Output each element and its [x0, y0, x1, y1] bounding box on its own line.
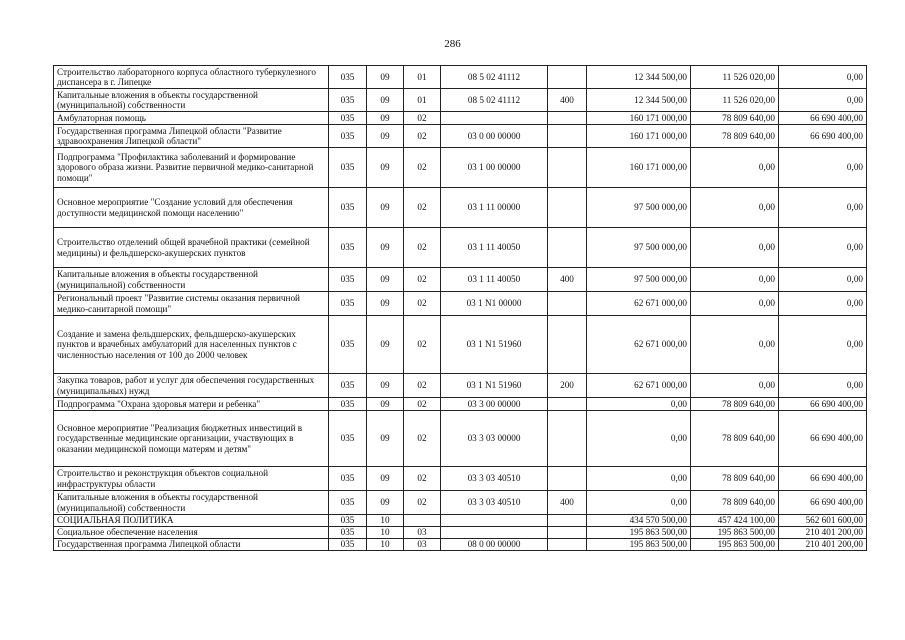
row-expense-type: [548, 148, 587, 188]
row-section: 09: [367, 491, 404, 515]
row-dept: 035: [329, 112, 367, 125]
row-name: Капитальные вложения в объекты государственной (муниципальной) собственности: [54, 268, 329, 292]
row-section: 09: [367, 112, 404, 125]
row-sum-2: 78 809 640,00: [691, 467, 779, 491]
row-name: Закупка товаров, работ и услуг для обеспечения государственных (муниципальных) нужд: [54, 374, 329, 398]
row-subsection: 02: [404, 268, 441, 292]
row-subsection: 02: [404, 228, 441, 268]
row-sum-3: 0,00: [779, 374, 867, 398]
row-subsection: 01: [404, 66, 441, 89]
row-expense-type: [548, 398, 587, 411]
row-section: 09: [367, 66, 404, 89]
row-target: 03 3 00 00000: [441, 398, 548, 411]
row-dept: 035: [329, 316, 367, 374]
row-expense-type: [548, 188, 587, 228]
row-section: 09: [367, 316, 404, 374]
row-sum-3: 0,00: [779, 292, 867, 316]
row-expense-type: [548, 316, 587, 374]
row-sum-2: 195 863 500,00: [691, 539, 779, 551]
row-subsection: 03: [404, 527, 441, 539]
table-row: [54, 112, 867, 125]
row-sum-3: 0,00: [779, 188, 867, 228]
row-dept: 035: [329, 491, 367, 515]
row-dept: 035: [329, 188, 367, 228]
row-name: СОЦИАЛЬНАЯ ПОЛИТИКА: [54, 515, 329, 527]
row-dept: 035: [329, 527, 367, 539]
row-sum-1: 160 171 000,00: [587, 125, 691, 148]
row-expense-type: [548, 527, 587, 539]
row-sum-3: 66 690 400,00: [779, 398, 867, 411]
row-expense-type: [548, 515, 587, 527]
row-sum-2: 78 809 640,00: [691, 112, 779, 125]
row-sum-1: 62 671 000,00: [587, 316, 691, 374]
row-subsection: 02: [404, 125, 441, 148]
table-row: [54, 491, 867, 515]
row-sum-1: 195 863 500,00: [587, 527, 691, 539]
row-sum-2: 457 424 100,00: [691, 515, 779, 527]
row-section: 09: [367, 467, 404, 491]
row-name: Подпрограмма "Профилактика заболеваний и формирование здорового образа жизни. Развитие первичной медико-санитарной помощи": [54, 148, 329, 188]
row-sum-1: 97 500 000,00: [587, 268, 691, 292]
row-section: 09: [367, 125, 404, 148]
row-sum-2: 11 526 020,00: [691, 66, 779, 89]
row-target: 03 1 11 40050: [441, 228, 548, 268]
row-name: Подпрограмма "Охрана здоровья матери и ребенка": [54, 398, 329, 411]
row-sum-1: 62 671 000,00: [587, 292, 691, 316]
row-subsection: 02: [404, 316, 441, 374]
row-subsection: 02: [404, 398, 441, 411]
row-section: 10: [367, 539, 404, 551]
row-sum-3: 66 690 400,00: [779, 491, 867, 515]
budget-table: [53, 65, 867, 551]
row-target: 03 1 11 40050: [441, 268, 548, 292]
row-target: 03 3 03 00000: [441, 411, 548, 467]
row-sum-3: 66 690 400,00: [779, 112, 867, 125]
table-row: [54, 188, 867, 228]
row-expense-type: [548, 411, 587, 467]
row-sum-1: 0,00: [587, 491, 691, 515]
row-subsection: 02: [404, 374, 441, 398]
row-dept: 035: [329, 539, 367, 551]
row-subsection: 02: [404, 148, 441, 188]
row-dept: 035: [329, 125, 367, 148]
row-sum-3: 66 690 400,00: [779, 467, 867, 491]
row-sum-2: 78 809 640,00: [691, 125, 779, 148]
row-name: Основное мероприятие "Реализация бюджетных инвестиций в государственные медицинские организации, участвующих в оказании медицинской помощи матерям и детям": [54, 411, 329, 467]
row-sum-1: 0,00: [587, 398, 691, 411]
row-target: 08 5 02 41112: [441, 66, 548, 89]
row-sum-1: 62 671 000,00: [587, 374, 691, 398]
row-dept: 035: [329, 374, 367, 398]
row-sum-3: 0,00: [779, 89, 867, 112]
row-sum-3: 0,00: [779, 66, 867, 89]
row-subsection: 01: [404, 89, 441, 112]
row-subsection: [404, 515, 441, 527]
row-sum-1: 97 500 000,00: [587, 188, 691, 228]
row-sum-2: 195 863 500,00: [691, 527, 779, 539]
row-expense-type: [548, 467, 587, 491]
row-dept: 035: [329, 148, 367, 188]
row-dept: 035: [329, 398, 367, 411]
row-expense-type: [548, 66, 587, 89]
row-name: Создание и замена фельдшерских, фельдшерско-акушерских пунктов и врачебных амбулаторий для населенных пунктов с численностью населения от 100 до 2000 человек: [54, 316, 329, 374]
row-sum-3: 0,00: [779, 228, 867, 268]
row-dept: 035: [329, 292, 367, 316]
row-subsection: 02: [404, 467, 441, 491]
table-row: [54, 398, 867, 411]
row-sum-1: 195 863 500,00: [587, 539, 691, 551]
row-target: 08 5 02 41112: [441, 89, 548, 112]
row-sum-2: 11 526 020,00: [691, 89, 779, 112]
row-name: Государственная программа Липецкой области "Развитие здравоохранения Липецкой области": [54, 125, 329, 148]
row-subsection: 02: [404, 112, 441, 125]
row-expense-type: [548, 125, 587, 148]
row-expense-type: 400: [548, 268, 587, 292]
table-row: [54, 374, 867, 398]
row-dept: 035: [329, 268, 367, 292]
row-sum-1: 160 171 000,00: [587, 112, 691, 125]
table-row: [54, 89, 867, 112]
row-target: 03 3 03 40510: [441, 467, 548, 491]
row-section: 10: [367, 527, 404, 539]
table-row: [54, 527, 867, 539]
row-name: Строительство лабораторного корпуса областного туберкулезного диспансера в г. Липецке: [54, 66, 329, 89]
row-section: 09: [367, 398, 404, 411]
table-row: [54, 411, 867, 467]
row-name: Основное мероприятие "Создание условий для обеспечения доступности медицинской помощи населению": [54, 188, 329, 228]
row-sum-3: 66 690 400,00: [779, 125, 867, 148]
row-sum-3: 210 401 200,00: [779, 527, 867, 539]
row-subsection: 03: [404, 539, 441, 551]
row-name: Региональный проект "Развитие системы оказания первичной медико-санитарной помощи": [54, 292, 329, 316]
row-name: Капитальные вложения в объекты государственной (муниципальной) собственности: [54, 89, 329, 112]
row-expense-type: 200: [548, 374, 587, 398]
row-sum-2: 0,00: [691, 316, 779, 374]
row-section: 09: [367, 89, 404, 112]
row-sum-2: 0,00: [691, 188, 779, 228]
table-row: [54, 228, 867, 268]
table-row: [54, 539, 867, 551]
row-expense-type: [548, 292, 587, 316]
row-sum-3: 0,00: [779, 316, 867, 374]
row-sum-2: 78 809 640,00: [691, 491, 779, 515]
row-name: Амбулаторная помощь: [54, 112, 329, 125]
row-target: 03 0 00 00000: [441, 125, 548, 148]
row-sum-2: 0,00: [691, 374, 779, 398]
row-section: 09: [367, 148, 404, 188]
row-dept: 035: [329, 89, 367, 112]
row-target: [441, 527, 548, 539]
row-dept: 035: [329, 411, 367, 467]
row-sum-3: 0,00: [779, 148, 867, 188]
table-row: [54, 148, 867, 188]
row-target: [441, 112, 548, 125]
row-name: Строительство и реконструкция объектов социальной инфраструктуры области: [54, 467, 329, 491]
row-sum-1: 160 171 000,00: [587, 148, 691, 188]
row-target: 03 1 N1 51960: [441, 374, 548, 398]
row-expense-type: [548, 112, 587, 125]
table-row: [54, 515, 867, 527]
row-sum-2: 0,00: [691, 268, 779, 292]
row-subsection: 02: [404, 411, 441, 467]
row-name: Капитальные вложения в объекты государственной (муниципальной) собственности: [54, 491, 329, 515]
row-section: 09: [367, 268, 404, 292]
row-sum-1: 97 500 000,00: [587, 228, 691, 268]
row-target: 03 1 00 00000: [441, 148, 548, 188]
row-dept: 035: [329, 66, 367, 89]
row-subsection: 02: [404, 292, 441, 316]
row-name: Социальное обеспечение населения: [54, 527, 329, 539]
row-target: 03 1 N1 00000: [441, 292, 548, 316]
row-name: Строительство отделений общей врачебной практики (семейной медицины) и фельдшерско-акушерских пунктов: [54, 228, 329, 268]
row-expense-type: [548, 539, 587, 551]
row-section: 09: [367, 188, 404, 228]
row-sum-3: 210 401 200,00: [779, 539, 867, 551]
table-row: [54, 125, 867, 148]
row-sum-3: 66 690 400,00: [779, 411, 867, 467]
row-target: [441, 515, 548, 527]
row-sum-1: 12 344 500,00: [587, 89, 691, 112]
row-sum-3: 562 601 600,00: [779, 515, 867, 527]
row-target: 08 0 00 00000: [441, 539, 548, 551]
row-expense-type: 400: [548, 89, 587, 112]
table-row: [54, 467, 867, 491]
row-sum-1: 434 570 500,00: [587, 515, 691, 527]
table-row: [54, 316, 867, 374]
row-dept: 035: [329, 515, 367, 527]
row-section: 09: [367, 411, 404, 467]
row-expense-type: 400: [548, 491, 587, 515]
row-target: 03 3 03 40510: [441, 491, 548, 515]
table-row: [54, 66, 867, 89]
row-sum-2: 0,00: [691, 228, 779, 268]
row-section: 10: [367, 515, 404, 527]
table-row: [54, 268, 867, 292]
row-sum-2: 0,00: [691, 148, 779, 188]
row-sum-2: 0,00: [691, 292, 779, 316]
row-target: 03 1 11 00000: [441, 188, 548, 228]
row-name: Государственная программа Липецкой области: [54, 539, 329, 551]
row-sum-3: 0,00: [779, 268, 867, 292]
row-section: 09: [367, 292, 404, 316]
row-dept: 035: [329, 467, 367, 491]
row-subsection: 02: [404, 491, 441, 515]
row-sum-1: 12 344 500,00: [587, 66, 691, 89]
row-expense-type: [548, 228, 587, 268]
page-number: 286: [444, 38, 461, 50]
row-target: 03 1 N1 51960: [441, 316, 548, 374]
row-sum-2: 78 809 640,00: [691, 411, 779, 467]
row-section: 09: [367, 228, 404, 268]
row-sum-1: 0,00: [587, 467, 691, 491]
row-subsection: 02: [404, 188, 441, 228]
row-section: 09: [367, 374, 404, 398]
row-sum-2: 78 809 640,00: [691, 398, 779, 411]
table-row: [54, 292, 867, 316]
row-sum-1: 0,00: [587, 411, 691, 467]
row-dept: 035: [329, 228, 367, 268]
